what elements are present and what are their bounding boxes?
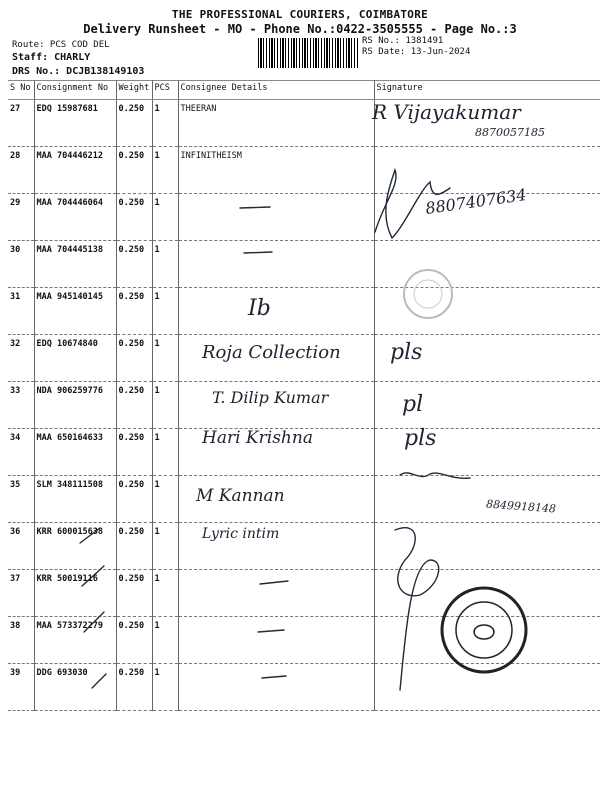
cell-consignment: MAA 704446212 [34,147,116,194]
tick-mark [82,566,104,586]
cell-sno: 35 [8,476,34,523]
dash-mark [240,207,270,208]
handwritten-phone: 8807407634 [424,185,528,218]
cell-weight: 0.250 [116,147,152,194]
cell-consignment: MAA 573372279 [34,617,116,664]
dash-mark [262,676,286,678]
handwritten-phone: 8849918148 [485,497,557,516]
cell-consignment: MAA 945140145 [34,288,116,335]
handwritten-signature: pls [390,340,423,365]
handwritten-name: M Kannan [196,486,285,506]
cell-pcs: 1 [152,241,178,288]
cell-consignment: KRR 600015638 [34,523,116,570]
cell-sno: 37 [8,570,34,617]
tick-mark [80,528,100,543]
dash-mark [260,581,288,584]
dash-mark [244,252,272,253]
signature-stroke [375,170,450,238]
tick-mark [84,612,104,632]
cell-weight: 0.250 [116,194,152,241]
cell-consignment: DDG 693030 [34,664,116,711]
handwritten-name: T. Dilip Kumar [212,388,329,407]
cell-pcs: 1 [152,476,178,523]
cell-sno: 31 [8,288,34,335]
faded-stamp [404,270,452,318]
cell-sno: 27 [8,100,34,147]
cell-sno: 39 [8,664,34,711]
handwritten-signature: R Vijayakumar [372,100,521,124]
cell-pcs: 1 [152,523,178,570]
cell-pcs: 1 [152,288,178,335]
col-weight: Weight [116,81,152,100]
handwritten-name: Lyric intim [202,526,280,542]
cell-consignment: MAA 704445138 [34,241,116,288]
cell-sno: 36 [8,523,34,570]
drs-number: DRS No.: DCJB138149103 [12,66,145,77]
rs-date: RS Date: 13-Jun-2024 [362,47,471,57]
cell-weight: 0.250 [116,100,152,147]
cell-consignment: EDQ 10674840 [34,335,116,382]
handwritten-name: Roja Collection [202,342,341,363]
cell-weight: 0.250 [116,617,152,664]
cell-consignment: EDQ 15987681 [34,100,116,147]
runsheet-subtitle: Delivery Runsheet - MO - Phone No.:0422-3505555 - Page No.:3 [83,22,517,36]
cell-pcs: 1 [152,664,178,711]
col-consignment: Consignment No [34,81,116,100]
staff-label: Staff: CHARLY [12,52,91,63]
cell-sno: 38 [8,617,34,664]
signature-stroke [395,528,439,690]
cell-weight: 0.250 [116,241,152,288]
cell-pcs: 1 [152,429,178,476]
cell-details: THEERAN [178,100,374,147]
cell-weight: 0.250 [116,570,152,617]
cell-consignment: NDA 906259776 [34,382,116,429]
cell-consignment: MAA 704446064 [34,194,116,241]
col-signature: Signature [374,81,600,100]
cell-weight: 0.250 [116,288,152,335]
cell-consignment: KRR 50019116 [34,570,116,617]
rs-number: RS No.: 1381491 [362,36,444,46]
cell-weight: 0.250 [116,335,152,382]
company-name: THE PROFESSIONAL COURIERS, COIMBATORE [171,8,429,21]
cell-weight: 0.250 [116,382,152,429]
cell-pcs: 1 [152,147,178,194]
cell-sno: 30 [8,241,34,288]
cell-pcs: 1 [152,570,178,617]
cell-pcs: 1 [152,194,178,241]
cell-weight: 0.250 [116,476,152,523]
tick-mark [92,674,106,688]
cell-consignment: SLM 348111508 [34,476,116,523]
cell-pcs: 1 [152,382,178,429]
cell-details: INFINITHEISM [178,147,374,194]
dash-mark [258,630,284,632]
cell-weight: 0.250 [116,664,152,711]
route-label: Route: PCS COD DEL [12,40,110,50]
cell-sno: 29 [8,194,34,241]
cell-pcs: 1 [152,335,178,382]
col-pcs: PCS [152,81,178,100]
handwritten-signature: pl [402,392,424,417]
handwritten-name: Hari Krishna [202,428,313,448]
cell-pcs: 1 [152,617,178,664]
col-details: Consignee Details [178,81,374,100]
cell-sno: 28 [8,147,34,194]
handwritten-name: Ib [248,296,271,321]
handwritten-phone: 8870057185 [475,126,545,139]
company-seal-stamp [442,588,526,672]
cell-sno: 32 [8,335,34,382]
cell-sno: 34 [8,429,34,476]
col-sno: S No [8,81,34,100]
cell-weight: 0.250 [116,429,152,476]
cell-consignment: MAA 650164633 [34,429,116,476]
cell-pcs: 1 [152,100,178,147]
signature-stroke [400,473,470,478]
handwritten-signature: pls [404,426,437,451]
cell-weight: 0.250 [116,523,152,570]
cell-sno: 33 [8,382,34,429]
